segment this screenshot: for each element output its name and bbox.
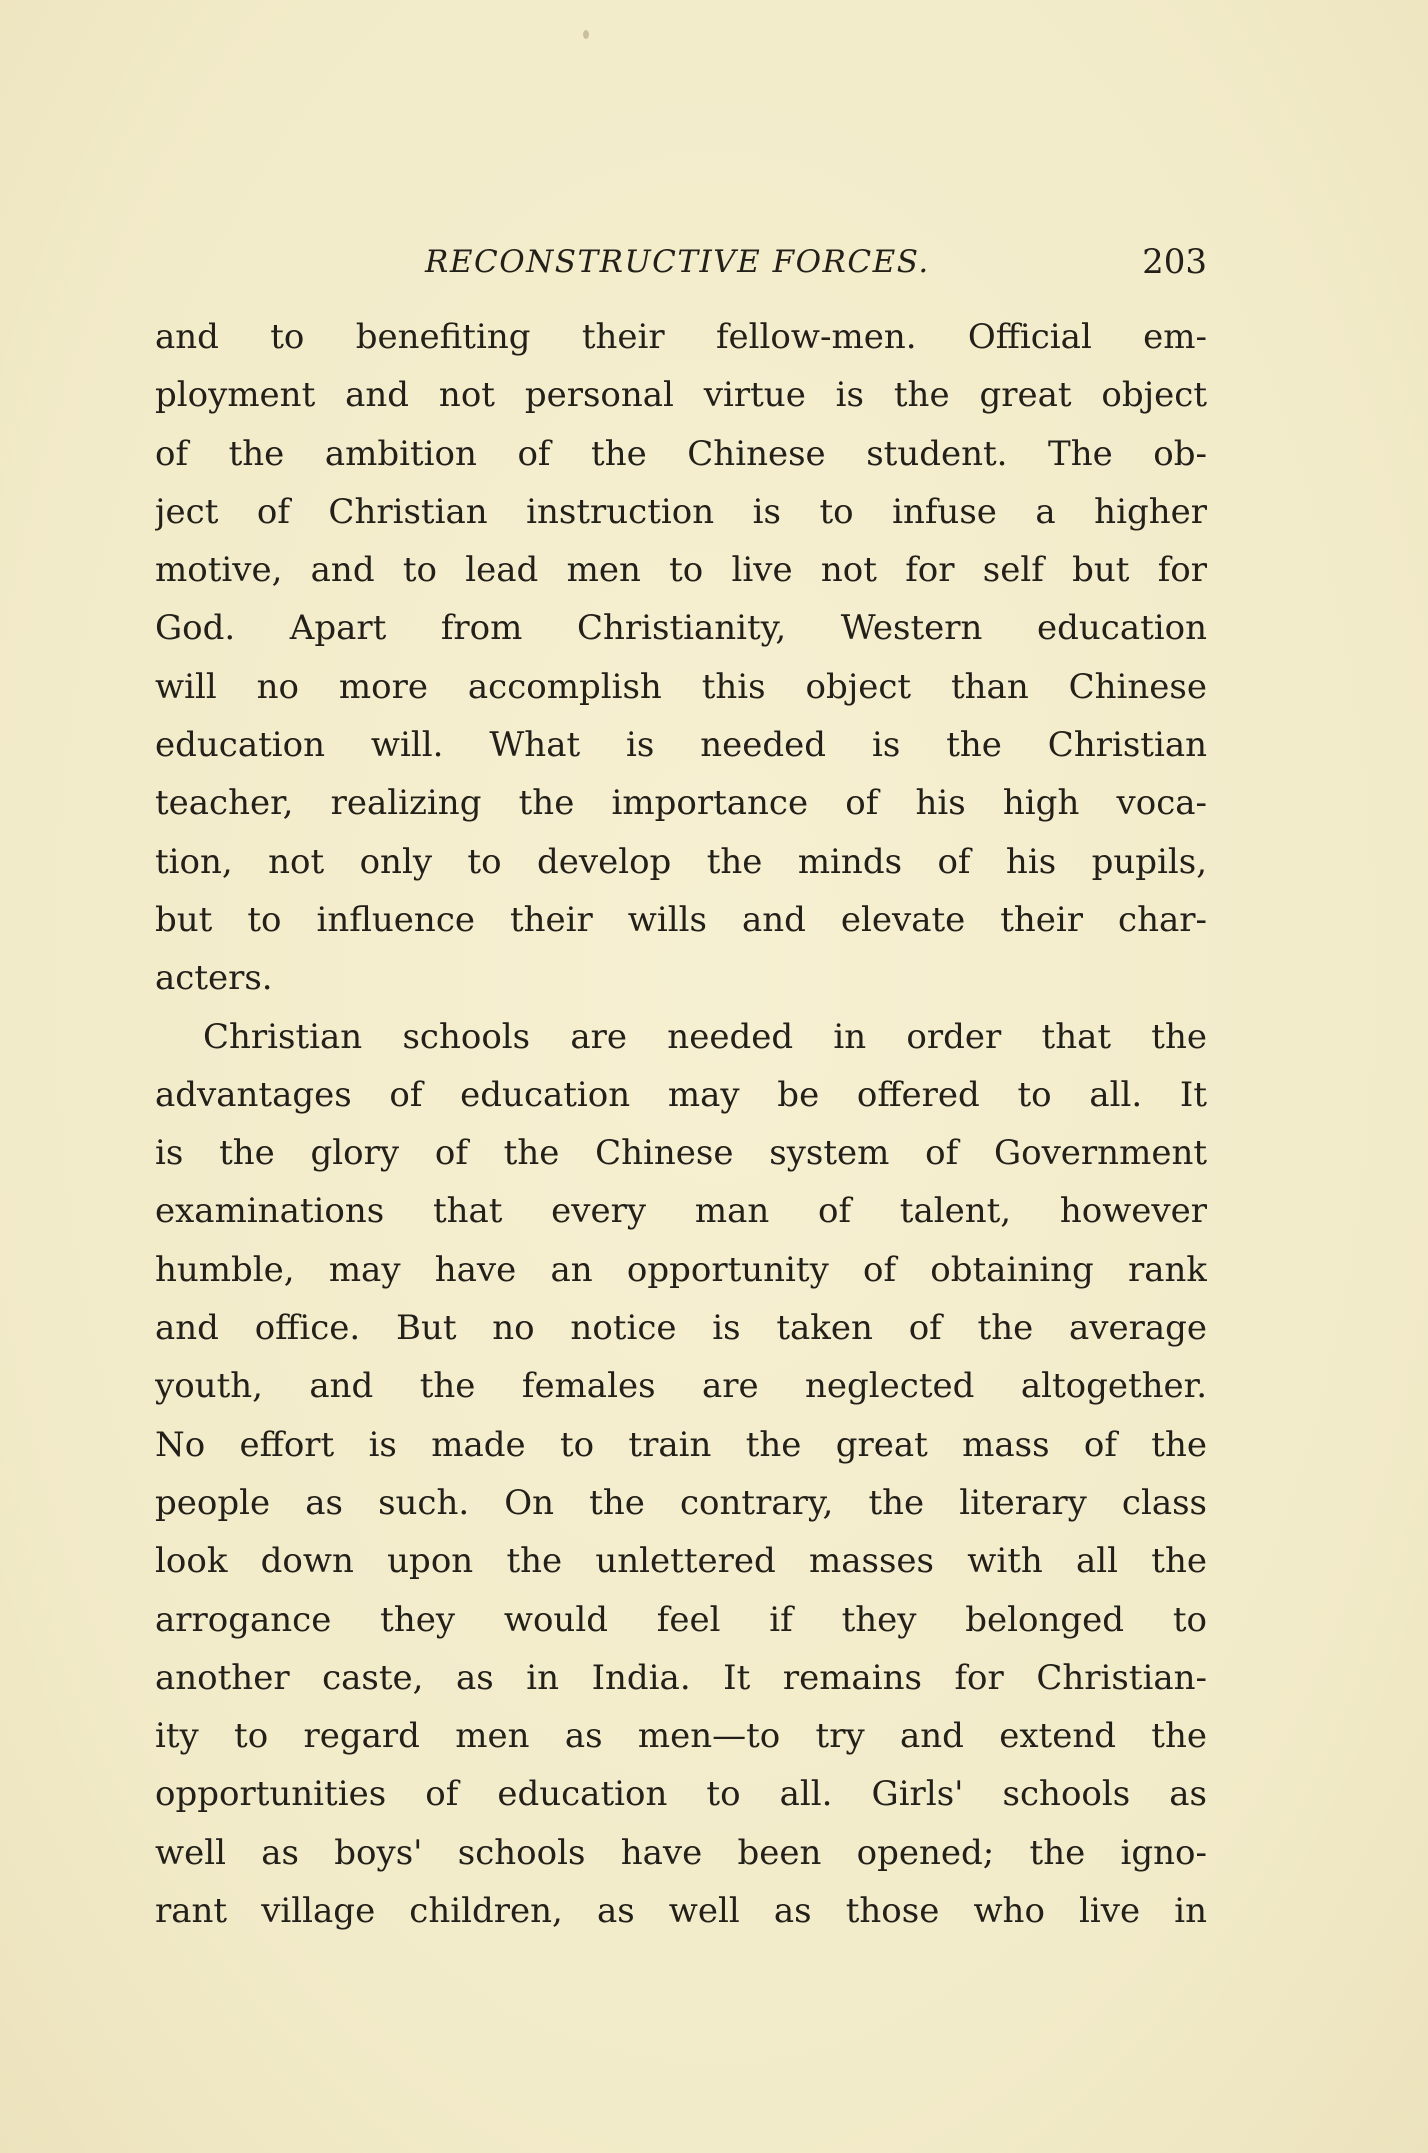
running-head-title: RECONSTRUCTIVE FORCES. <box>425 244 930 280</box>
text-line: well as boys' schools have been opened; the igno- <box>155 1832 1207 1873</box>
text-line: No effort is made to train the great mass of the <box>155 1424 1207 1465</box>
text-line: is the glory of the Chinese system of Government <box>155 1133 1207 1174</box>
text-line: advantages of education may be offered to all. It <box>155 1074 1207 1115</box>
page-number: 203 <box>1142 242 1207 282</box>
text-line: arrogance they would feel if they belonged to <box>155 1599 1207 1640</box>
text-line: rant village children, as well as those who live in <box>155 1891 1207 1932</box>
paragraph-first-line: Christian schools are needed in order that the <box>203 1016 1207 1057</box>
text-line: will no more accomplish this object than Chinese <box>155 666 1207 707</box>
text-line: teacher, realizing the importance of his high voca- <box>155 783 1207 824</box>
text-line: ject of Christian instruction is to infuse a higher <box>155 491 1207 532</box>
text-line: people as such. On the contrary, the literary class <box>155 1482 1207 1523</box>
text-line: education will. What is needed is the Christian <box>155 725 1207 766</box>
paragraph-end-line: acters. <box>155 958 273 999</box>
text-line: youth, and the females are neglected altogether. <box>155 1366 1207 1407</box>
running-head <box>155 240 1207 284</box>
ink-speck <box>583 30 589 39</box>
text-line: motive, and to lead men to live not for self but for <box>155 550 1207 591</box>
text-line: and office. But no notice is taken of the average <box>155 1308 1207 1349</box>
text-line: humble, may have an opportunity of obtaining rank <box>155 1249 1207 1290</box>
text-line: ployment and not personal virtue is the great object <box>155 375 1207 416</box>
text-line: ity to regard men as men—to try and extend the <box>155 1716 1207 1757</box>
text-line: another caste, as in India. It remains for Christian- <box>155 1657 1207 1698</box>
text-line: tion, not only to develop the minds of his pupils, <box>155 841 1207 882</box>
body-text <box>155 308 1207 1940</box>
text-line: of the ambition of the Chinese student. The ob- <box>155 433 1207 474</box>
text-line: opportunities of education to all. Girls' schools as <box>155 1774 1207 1815</box>
text-line: examinations that every man of talent, however <box>155 1191 1207 1232</box>
text-line: but to influence their wills and elevate their char- <box>155 899 1207 940</box>
text-line: God. Apart from Christianity, Western education <box>155 608 1207 649</box>
text-line: look down upon the unlettered masses with all the <box>155 1541 1207 1582</box>
text-line: and to benefiting their fellow-men. Official em- <box>155 317 1207 357</box>
